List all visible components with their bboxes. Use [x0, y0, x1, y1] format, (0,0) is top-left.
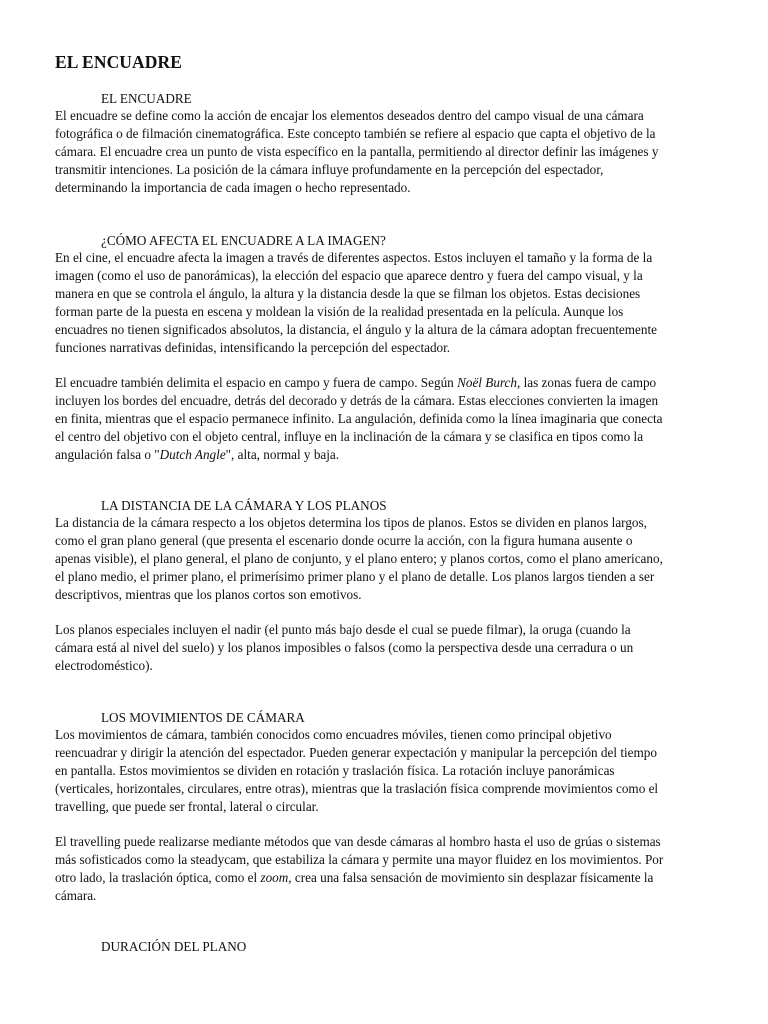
text-run: angulación falsa o "	[55, 446, 160, 462]
text-line: el centro del objetivo con el objeto central, influye en la inclinación de la cámara y se clasifica en tipos como la	[55, 428, 644, 444]
italic-term: Dutch Angle	[159, 446, 226, 462]
text-line: transmitir intenciones. La posición de la cámara influye profundamente en la percepción del espectador,	[55, 161, 604, 177]
italic-name: Noël Burch	[457, 375, 518, 390]
text-line	[55, 869, 715, 887]
text-line: el plano medio, el primer plano, el primerísimo primer plano y el plano de detalle. Los planos largos tienden a ser	[55, 568, 655, 584]
text-line: El encuadre se define como la acción de encajar los elementos deseados dentro del campo visual de una cámara	[55, 108, 644, 123]
section-heading-el-encuadre: EL ENCUADRE	[101, 91, 192, 106]
text-line: en pantalla. Estos movimientos se dividen en rotación y traslación física. La rotación incluye panorámicas	[55, 762, 615, 778]
section-heading-distancia-planos: LA DISTANCIA DE LA CÁMARA Y LOS PLANOS	[101, 498, 387, 513]
text-line: en finita, mientras que el espacio permanece infinito. La angulación, definida como la línea imaginaria que conecta	[55, 410, 663, 426]
text-line: como el gran plano general (que presenta el escenario donde ocurre la acción, con la figura humana ausente o	[55, 532, 633, 548]
paragraph-campo-fuera-de-campo	[55, 374, 715, 464]
text-line: imagen (como el uso de panorámicas), la elección del espacio que aparece dentro y fuera del campo visual, y la	[55, 267, 643, 283]
text-line: reencuadrar y dirigir la atención del espectador. Pueden generar expectación y manipular la percepción del tiempo	[55, 744, 657, 760]
text-line: cámara está al nivel del suelo) y los planos imposibles o falsos (como la perspectiva desde una cerradura o un	[55, 639, 634, 655]
section-heading-duracion-plano: DURACIÓN DEL PLANO	[101, 939, 247, 954]
text-line: fotográfica o de filmación cinematográfica. Este concepto también se refiere al espacio que capta el objetivo de la	[55, 125, 656, 141]
text-line	[55, 374, 715, 392]
text-line: electrodoméstico).	[55, 657, 153, 673]
paragraph-cine-encuadre	[55, 249, 715, 356]
document-title: EL ENCUADRE	[55, 52, 183, 72]
paragraph-tipos-de-planos	[55, 514, 715, 604]
text-line: (verticales, horizontales, circulares, entre otras), mientras que la traslación física comprende movimientos como el	[55, 780, 659, 796]
text-line: El travelling puede realizarse mediante métodos que van desde cámaras al hombro hasta el uso de grúas o sistemas	[55, 834, 661, 849]
text-line: determinando la importancia de cada imagen o hecho representado.	[55, 179, 411, 195]
text-line: descriptivos, mientras que los planos cortos son emotivos.	[55, 586, 362, 602]
text-line: travelling, que puede ser frontal, lateral o circular.	[55, 798, 319, 814]
text-line: Los movimientos de cámara, también conocidos como encuadres móviles, tienen como principal objetivo	[55, 727, 612, 742]
text-run: El encuadre también delimita el espacio en campo y fuera de campo. Según	[55, 375, 458, 390]
text-run: ", alta, normal y baja.	[225, 446, 340, 462]
section-heading-movimientos-camara: LOS MOVIMIENTOS DE CÁMARA	[101, 710, 305, 725]
text-line: incluyen los bordes del encuadre, detrás del decorado y detrás de la cámara. Estas elecciones convierten la imagen	[55, 392, 659, 408]
paragraph-planos-especiales	[55, 621, 715, 675]
text-run: , crea una falsa sensación de movimiento sin desplazar físicamente la	[288, 869, 654, 885]
section-heading-como-afecta: ¿CÓMO AFECTA EL ENCUADRE A LA IMAGEN?	[101, 233, 386, 248]
text-line: cámara. El encuadre crea un punto de vista específico en la pantalla, permitiendo al director definir las imágenes y	[55, 143, 659, 159]
text-line: forman parte de la puesta en escena y moldean la visión de la realidad presentada en la película. Aunque los	[55, 303, 624, 319]
text-line: manera en que se controla el ángulo, la altura y la distancia desde la que se filman los objetos. Estas decisiones	[55, 285, 641, 301]
paragraph-definicion	[55, 107, 715, 197]
italic-term: zoom	[260, 869, 289, 885]
text-line: encuadres no tienen significados absolutos, la distancia, el ángulo y la altura de la cámara adoptan frecuentemente	[55, 321, 657, 337]
text-run: otro lado, la traslación óptica, como el	[55, 869, 261, 885]
text-line: cámara.	[55, 887, 97, 903]
paragraph-movimientos	[55, 726, 715, 816]
paragraph-travelling	[55, 833, 715, 905]
text-line: En el cine, el encuadre afecta la imagen a través de diferentes aspectos. Estos incluyen el tamaño y la forma de la	[55, 250, 653, 265]
text-line	[55, 446, 715, 464]
text-line: Los planos especiales incluyen el nadir (el punto más bajo desde el cual se puede filmar), la oruga (cuando la	[55, 622, 631, 637]
text-run: , las zonas fuera de campo	[517, 375, 657, 390]
text-line: La distancia de la cámara respecto a los objetos determina los tipos de planos. Estos se dividen en planos largos,	[55, 515, 647, 530]
text-line: más sofisticados como la steadycam, que estabiliza la cámara y permite una mayor fluidez en los movimientos. Por	[55, 851, 664, 867]
text-line: apenas visible), el plano general, el plano de conjunto, y el plano entero; y planos cortos, como el plano americano,	[55, 550, 663, 566]
text-line: funciones narrativas definidas, intensificando la percepción del espectador.	[55, 339, 451, 355]
